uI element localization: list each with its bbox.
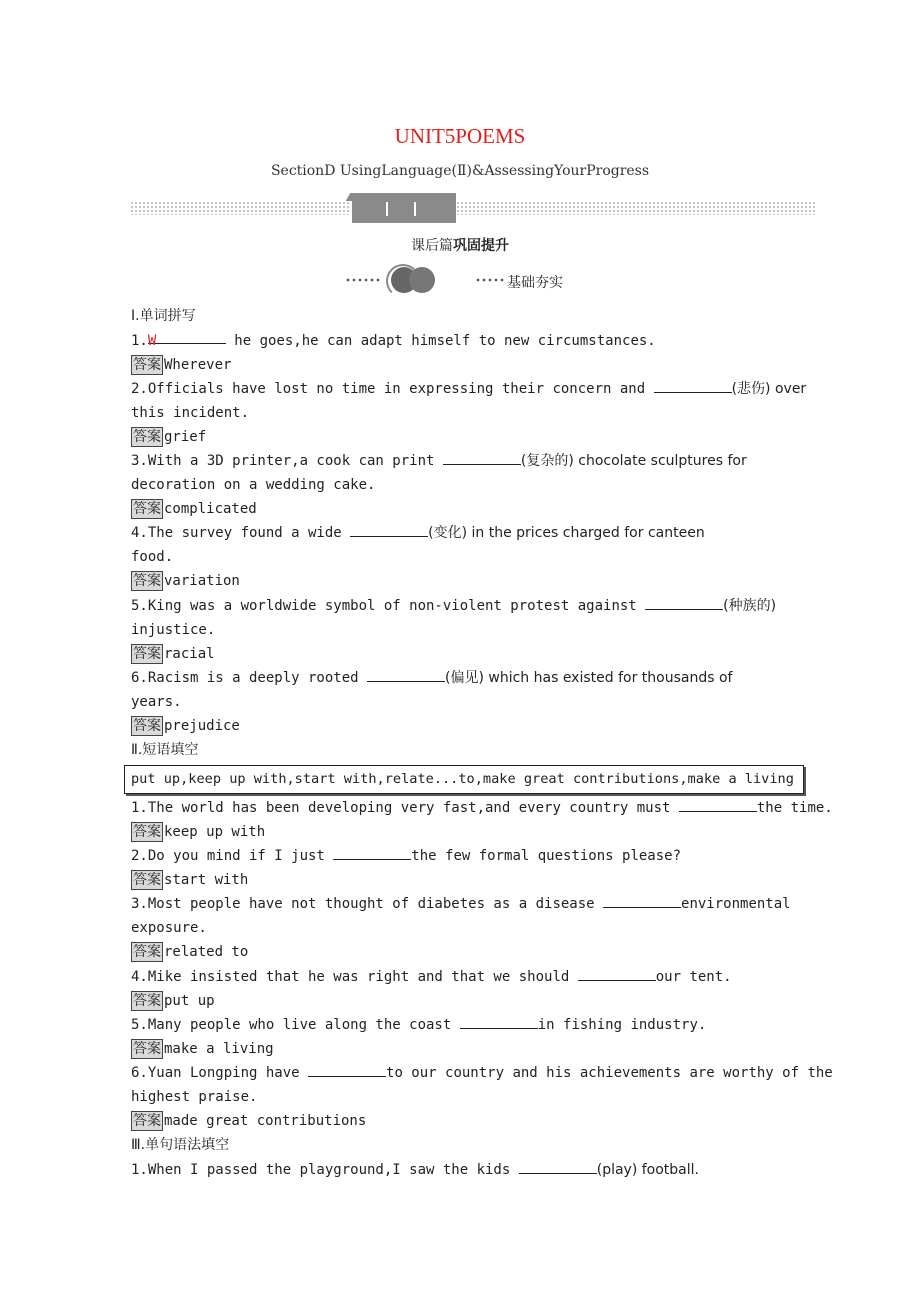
answer-blank[interactable]	[519, 1159, 597, 1174]
phrase-question-3: 3.Most people have not thought of diabetes as a disease environmental	[131, 892, 811, 916]
answer-blank[interactable]	[308, 1062, 386, 1077]
answer-row: 答案 related to	[133, 944, 249, 960]
answer-blank[interactable]	[350, 522, 428, 537]
question-5-cont: injustice.	[131, 622, 216, 638]
answer-badge[interactable]: 答案	[133, 1113, 161, 1129]
section-label: 基础夯实	[507, 275, 563, 291]
question-3-cont: decoration on a wedding cake.	[131, 477, 376, 493]
dots-right-icon	[475, 277, 505, 283]
part1-heading: Ⅰ.单词拼写	[131, 308, 196, 324]
answer-row: 答案 racial	[133, 646, 215, 662]
question-6: 6.Racism is a deeply rooted (偏见) which has existed for thousands of	[131, 666, 811, 690]
circle-icon	[409, 267, 435, 293]
question-2: 2.Officials have lost no time in expressing their concern and (悲伤) over	[131, 377, 811, 401]
phrase-question-4: 4.Mike insisted that he was right and that we should our tent.	[131, 965, 811, 989]
banner-tab	[352, 193, 456, 223]
answer-badge[interactable]: 答案	[133, 872, 161, 888]
answer-badge[interactable]: 答案	[133, 429, 161, 445]
answer-row: 答案 put up	[133, 993, 215, 1009]
grammar-question-1: 1.When I passed the playground,I saw the kids (play) football.	[131, 1158, 811, 1182]
dots-left-icon	[345, 277, 381, 283]
phrase-question-3-cont: exposure.	[131, 920, 207, 936]
phrase-question-6: 6.Yuan Longping have to our country and his achievements are worthy of the	[131, 1061, 811, 1085]
answer-badge[interactable]: 答案	[133, 573, 161, 589]
phrase-question-2: 2.Do you mind if I just the few formal questions please?	[131, 844, 811, 868]
question-4: 4.The survey found a wide (变化) in the prices charged for canteen	[131, 521, 811, 545]
answer-blank[interactable]	[578, 966, 656, 981]
question-4-cont: food.	[131, 549, 174, 565]
answer-row: 答案 complicated	[133, 501, 257, 517]
answer-blank[interactable]	[460, 1014, 538, 1029]
answer-badge[interactable]: 答案	[133, 944, 161, 960]
answer-row: 答案 variation	[133, 573, 240, 589]
decorative-banner	[130, 193, 816, 223]
answer-row: 答案 keep up with	[133, 824, 266, 840]
answer-blank[interactable]	[333, 845, 411, 860]
phrase-question-5: 5.Many people who live along the coast in fishing industry.	[131, 1013, 811, 1037]
question-6-cont: years.	[131, 694, 182, 710]
phrase-question-6-cont: highest praise.	[131, 1089, 258, 1105]
answer-row: 答案 grief	[133, 429, 207, 445]
answer-blank[interactable]	[367, 667, 445, 682]
answer-row: 答案 make a living	[133, 1041, 274, 1057]
answer-badge[interactable]: 答案	[133, 824, 161, 840]
question-3: 3.With a 3D printer,a cook can print (复杂的) chocolate sculptures for	[131, 449, 811, 473]
part2-heading: Ⅱ.短语填空	[131, 742, 199, 758]
answer-row: 答案 Wherever	[133, 357, 232, 373]
answer-row: 答案 start with	[133, 872, 249, 888]
part3-heading: Ⅲ.单句语法填空	[131, 1137, 230, 1153]
question-2-cont: this incident.	[131, 405, 250, 421]
answer-blank[interactable]	[679, 797, 757, 812]
answer-badge[interactable]: 答案	[133, 646, 161, 662]
word-bank-box: put up,keep up with,start with,relate...to,make great contributions,make a living	[124, 765, 804, 794]
section-header	[345, 264, 605, 296]
answer-row: 答案 prejudice	[133, 718, 240, 734]
page-subtitle: SectionD UsingLanguage(Ⅱ)&AssessingYourProgress	[270, 163, 650, 179]
section-tag: 课后篇巩固提升	[411, 238, 509, 254]
answer-badge[interactable]: 答案	[133, 993, 161, 1009]
dotted-rule-right	[456, 201, 816, 215]
answer-blank[interactable]	[603, 893, 681, 908]
answer-blank[interactable]	[443, 450, 521, 465]
answer-badge[interactable]: 答案	[133, 501, 161, 517]
phrase-question-1: 1.The world has been developing very fast,and every country must the time.	[131, 796, 811, 820]
answer-badge[interactable]: 答案	[133, 718, 161, 734]
question-1: 1.W he goes,he can adapt himself to new circumstances.	[131, 329, 811, 353]
dotted-rule-left	[130, 201, 350, 215]
answer-badge[interactable]: 答案	[133, 1041, 161, 1057]
page-title: UNIT5POEMS	[394, 124, 526, 148]
answer-blank[interactable]	[654, 378, 732, 393]
answer-row: 答案 made great contributions	[133, 1113, 367, 1129]
answer-badge[interactable]: 答案	[133, 357, 161, 373]
question-5: 5.King was a worldwide symbol of non-violent protest against (种族的)	[131, 594, 811, 618]
answer-blank[interactable]	[645, 595, 723, 610]
